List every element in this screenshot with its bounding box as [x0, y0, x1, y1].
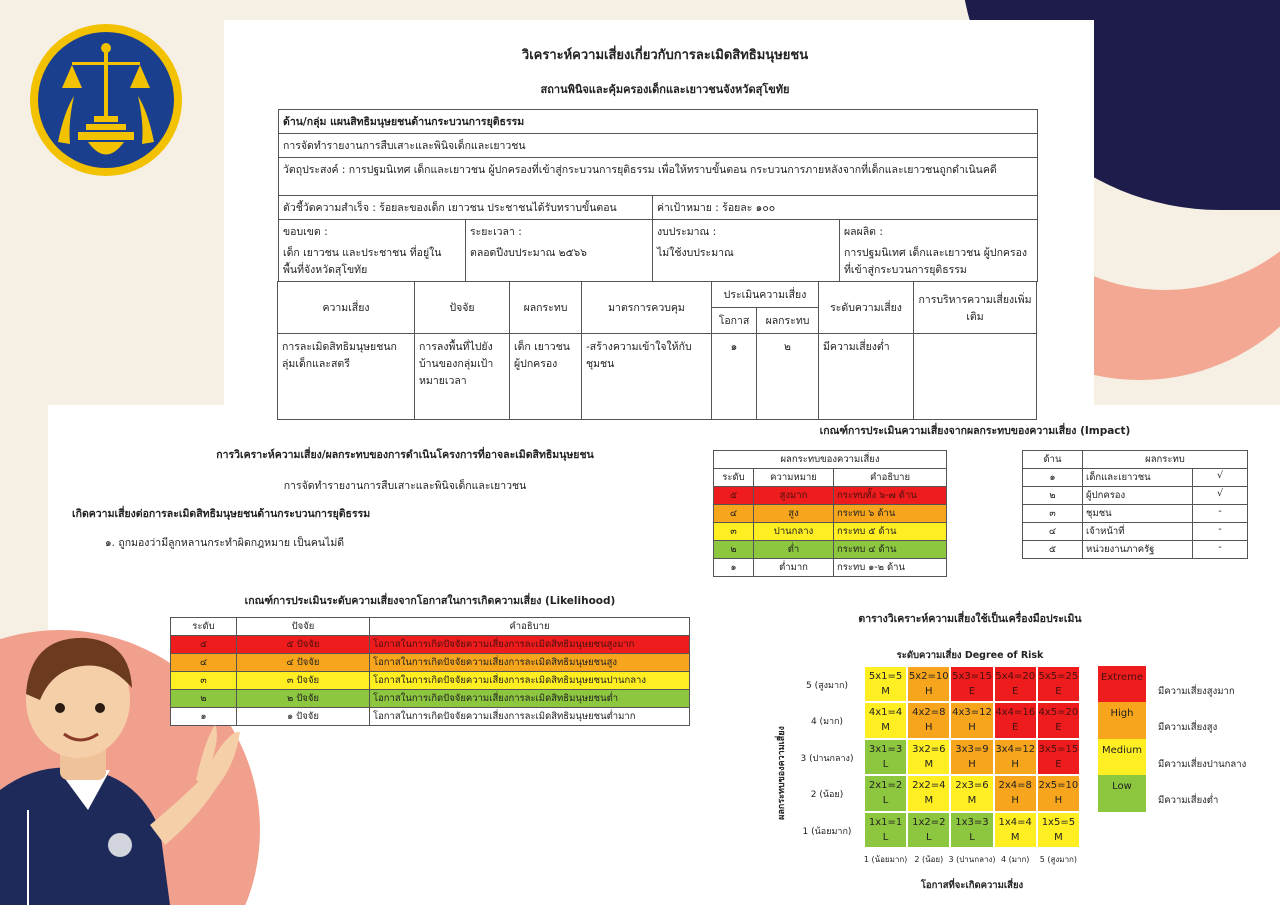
impact-meaning: สูง — [754, 505, 834, 523]
budget-cell — [653, 220, 840, 282]
x-tick-label: 3 (ปานกลาง) — [948, 855, 996, 864]
matrix-cell — [994, 775, 1037, 811]
matrix-cell-score: 2x4=8 — [998, 780, 1032, 792]
objective-cell: วัตถุประสงค์ : การปฐมนิเทศ เด็กและเยาวชน ผู้ปกครองที่เข้าสู่กระบวนการยุติธรรม เพื่อให้ทราบขั้นตอน กระบวนการภายหลังจากที่เด็กและเยาวชนถูกดำเนินคดี — [279, 158, 1038, 196]
matrix-cell-score: 3x1=3 — [868, 743, 903, 755]
matrix-cell — [1037, 666, 1080, 702]
matrix-cell — [950, 739, 993, 775]
row-control: -สร้างความเข้าใจให้กับชุมชน — [582, 334, 712, 420]
area-mark: - — [1193, 505, 1248, 523]
row-factor: การลงพื้นที่ไปยังบ้านของกลุ่มเป้าหมายเวลา — [415, 334, 510, 420]
legend-swatch: Extreme — [1098, 666, 1146, 702]
impact-row — [714, 541, 947, 559]
sheet2-item-1: ๑. ถูกมองว่ามีลูกหลานกระทำผิดกฎหมาย เป็นคนไม่ดี — [105, 537, 345, 549]
matrix-cell-class: M — [1010, 831, 1020, 843]
impact-header-level: ระดับ — [714, 469, 754, 487]
impact-area-row — [1023, 505, 1248, 523]
matrix-cell-class: L — [882, 831, 889, 843]
impact-meaning: ต่ำมาก — [754, 559, 834, 577]
area-name: เจ้าหน้าที่ — [1083, 523, 1193, 541]
matrix-cell-class: M — [924, 758, 934, 770]
y-axis-title: ผลกระทบของความเสี่ยง — [777, 726, 787, 820]
matrix-cell-class: H — [925, 686, 933, 697]
row-level: มีความเสี่ยงต่ำ — [819, 334, 914, 420]
matrix-cell-score: 4x1=4 — [868, 707, 903, 719]
header-risk: ความเสี่ยง — [278, 282, 415, 334]
area-mark: - — [1193, 541, 1248, 559]
matrix-cell — [864, 702, 907, 738]
impact-area-row — [1023, 469, 1248, 487]
likelihood-factor: ๒ ปัจจัย — [237, 690, 370, 708]
likelihood-header-factor: ปัจจัย — [237, 618, 370, 636]
matrix-cell-score: 3x2=6 — [912, 743, 946, 755]
x-tick-label: 2 (น้อย) — [914, 855, 944, 864]
row-manage — [914, 334, 1037, 420]
area-header-no: ด้าน — [1023, 451, 1083, 469]
matrix-cell — [994, 812, 1037, 848]
matrix-cell-class: H — [925, 722, 933, 734]
matrix-cell-class: M — [924, 795, 934, 807]
matrix-cell-class: L — [882, 758, 889, 770]
legend-desc: มีความเสี่ยงสูงมาก — [1158, 686, 1235, 697]
likelihood-desc: โอกาสในการเกิดปัจจัยความเสี่ยงการละเมิดสิทธิมนุษยชนปานกลาง — [370, 672, 690, 690]
matrix-cell — [864, 775, 907, 811]
output-value: การปฐมนิเทศ เด็กและเยาวชน ผู้ปกครองที่เข้าสู่กระบวนการยุติธรรม — [844, 247, 1028, 276]
matrix-cell-score: 4x4=16 — [995, 707, 1036, 719]
likelihood-header-level: ระดับ — [171, 618, 237, 636]
matrix-cell-class: E — [1012, 686, 1019, 697]
impact-desc: กระทบ ๑-๒ ด้าน — [834, 559, 947, 577]
area-mark: - — [1193, 523, 1248, 541]
likelihood-header-desc: คำอธิบาย — [370, 618, 690, 636]
matrix-cell — [907, 739, 950, 775]
impact-area-row — [1023, 523, 1248, 541]
header-manage: การบริหารความเสี่ยงเพิ่มเติม — [914, 282, 1037, 334]
sheet2-project: การจัดทำรายงานการสืบเสาะและพินิจเด็กและเยาวชน — [283, 480, 527, 492]
matrix-cell-score: 5x2=10 — [908, 671, 949, 682]
period-value: ตลอดปีงบประมาณ ๒๕๖๖ — [470, 247, 587, 259]
matrix-cell-score: 5x5=25 — [1038, 671, 1079, 682]
matrix-cell-score: 5x4=20 — [995, 671, 1036, 682]
area-no: ๑ — [1023, 469, 1083, 487]
matrix-cell-class: M — [881, 686, 890, 697]
legend-desc: มีความเสี่ยงต่ำ — [1158, 795, 1219, 807]
matrix-cell-class: M — [967, 795, 977, 807]
output-cell — [840, 220, 1038, 282]
matrix-cell — [994, 666, 1037, 702]
likelihood-level: ๒ — [171, 690, 237, 708]
matrix-cell-score: 4x2=8 — [912, 707, 946, 719]
impact-desc: กระทบ ๕ ด้าน — [834, 523, 947, 541]
period-cell — [466, 220, 653, 282]
matrix-cell-class: E — [1012, 722, 1019, 734]
scope-cell — [279, 220, 466, 282]
scope-label: ขอบเขต : — [283, 226, 328, 238]
impact-level: ๑ — [714, 559, 754, 577]
likelihood-level: ๑ — [171, 708, 237, 726]
impact-desc: กระทบ ๔ ด้าน — [834, 541, 947, 559]
header-level: ระดับความเสี่ยง — [819, 282, 914, 334]
likelihood-desc: โอกาสในการเกิดปัจจัยความเสี่ยงการละเมิดสิทธิมนุษยชนต่ำ — [370, 690, 690, 708]
impact-row — [714, 559, 947, 577]
impact-level: ๓ — [714, 523, 754, 541]
matrix-cell-score: 2x1=2 — [868, 780, 903, 792]
legend-swatch: Low — [1098, 775, 1146, 811]
budget-label: งบประมาณ : — [657, 226, 717, 238]
header-assessment: ประเมินความเสี่ยง — [712, 282, 819, 308]
output-label: ผลผลิต : — [844, 226, 883, 238]
matrix-cell — [994, 702, 1037, 738]
sheet2-heading: เกิดความเสี่ยงต่อการละเมิดสิทธิมนุษยชนด้านกระบวนการยุติธรรม — [72, 508, 371, 520]
likelihood-desc: โอกาสในการเกิดปัจจัยความเสี่ยงการละเมิดสิทธิมนุษยชนสูง — [370, 654, 690, 672]
impact-area-row — [1023, 541, 1248, 559]
header-chance: โอกาส — [712, 308, 757, 334]
area-header-impact: ผลกระทบ — [1083, 451, 1248, 469]
plan-cell: ด้าน/กลุ่ม แผนสิทธิมนุษยชนด้านกระบวนการยุติธรรม — [279, 110, 1038, 134]
matrix-cell-score: 4x5=20 — [1038, 707, 1079, 719]
impact-areas-table — [1022, 450, 1248, 559]
impact-level: ๔ — [714, 505, 754, 523]
x-tick-label: 4 (มาก) — [1000, 855, 1030, 864]
matrix-cell — [864, 739, 907, 775]
matrix-cell-score: 3x5=15 — [1038, 743, 1079, 755]
matrix-cell — [907, 812, 950, 848]
matrix-cell-score: 1x5=5 — [1041, 816, 1076, 828]
likelihood-level: ๕ — [171, 636, 237, 654]
sheet1-title: วิเคราะห์ความเสี่ยงเกี่ยวกับการละเมิดสิทธิมนุษยชน — [521, 48, 809, 63]
matrix-cell-score: 5x1=5 — [868, 671, 903, 682]
area-no: ๔ — [1023, 523, 1083, 541]
header-impact: ผลกระทบ — [510, 282, 582, 334]
y-tick-label: 2 (น้อย) — [810, 790, 844, 801]
impact-meaning: ต่ำ — [754, 541, 834, 559]
impact-table — [713, 450, 947, 577]
area-no: ๕ — [1023, 541, 1083, 559]
likelihood-desc: โอกาสในการเกิดปัจจัยความเสี่ยงการละเมิดสิทธิมนุษยชนต่ำมาก — [370, 708, 690, 726]
matrix-cell-score: 1x4=4 — [998, 816, 1032, 828]
matrix-cell-class: E — [968, 686, 976, 697]
matrix-cell-class: L — [969, 831, 975, 843]
risk-assessment-table — [277, 281, 1037, 420]
budget-value: ไม่ใช้งบประมาณ — [657, 247, 734, 259]
likelihood-desc: โอกาสในการเกิดปัจจัยความเสี่ยงการละเมิดสิทธิมนุษยชนสูงมาก — [370, 636, 690, 654]
y-tick-label: 1 (น้อยมาก) — [802, 826, 852, 837]
impact-group-header: ผลกระทบของความเสี่ยง — [714, 451, 947, 469]
matrix-cell-score: 3x4=12 — [995, 743, 1036, 755]
matrix-cell-class: H — [1011, 795, 1019, 807]
row-chance: ๑ — [712, 334, 757, 420]
area-mark: √ — [1193, 469, 1248, 487]
matrix-cell-score: 1x3=3 — [955, 816, 989, 828]
matrix-cell — [907, 702, 950, 738]
area-no: ๒ — [1023, 487, 1083, 505]
sheet1-subtitle: สถานพินิจและคุ้มครองเด็กและเยาวชนจังหวัดสุโขทัย — [540, 83, 790, 96]
x-tick-label: 5 (สูงมาก) — [1039, 855, 1078, 864]
matrix-cell-score: 1x2=2 — [912, 816, 946, 828]
area-name: ชุมชน — [1083, 505, 1193, 523]
matrix-cell-score: 2x2=4 — [912, 780, 946, 792]
impact-level: ๒ — [714, 541, 754, 559]
likelihood-factor: ๔ ปัจจัย — [237, 654, 370, 672]
matrix-cell-class: L — [925, 831, 932, 843]
matrix-cell-class: H — [968, 722, 976, 734]
matrix-cell — [950, 812, 993, 848]
matrix-cell-score: 1x1=1 — [868, 816, 903, 828]
likelihood-level: ๓ — [171, 672, 237, 690]
legend-swatch: High — [1098, 702, 1146, 738]
sheet2-title: การวิเคราะห์ความเสี่ยง/ผลกระทบของการดำเนินโครงการที่อาจละเมิดสิทธิมนุษยชน — [216, 449, 594, 461]
impact-row — [714, 523, 947, 541]
matrix-cell — [950, 702, 993, 738]
likelihood-level: ๔ — [171, 654, 237, 672]
impact-title: เกณฑ์การประเมินความเสี่ยงจากผลกระทบของความเสี่ยง (Impact) — [819, 425, 1131, 437]
mascot-officer-illustration — [0, 630, 260, 905]
y-tick-label: 3 (ปานกลาง) — [800, 753, 854, 764]
row-effect: ๒ — [757, 334, 819, 420]
indicator-cell: ตัวชี้วัดความสำเร็จ : ร้อยละของเด็ก เยาวชน ประชาชนได้รับทราบขั้นตอน — [279, 196, 653, 220]
impact-header-meaning: ความหมาย — [754, 469, 834, 487]
matrix-cell-class: H — [1054, 795, 1063, 807]
matrix-cell-score: 3x3=9 — [955, 743, 989, 755]
matrix-cell — [864, 666, 907, 702]
matrix-subtitle: ระดับความเสี่ยง Degree of Risk — [896, 650, 1044, 661]
y-tick-label: 5 (สูงมาก) — [806, 681, 848, 691]
x-axis-title: โอกาสที่จะเกิดความเสี่ยง — [920, 880, 1024, 891]
matrix-cell — [1037, 739, 1080, 775]
impact-row — [714, 487, 947, 505]
matrix-cell-class: H — [1011, 758, 1019, 770]
matrix-cell — [1037, 702, 1080, 738]
header-effect: ผลกระทบ — [757, 308, 819, 334]
matrix-cell-score: 2x3=6 — [955, 780, 989, 792]
matrix-cell — [994, 739, 1037, 775]
scope-value: เด็ก เยาวชน และประชาชน ที่อยู่ในพื้นที่จังหวัดสุโขทัย — [283, 247, 442, 276]
period-label: ระยะเวลา : — [470, 226, 522, 238]
impact-header-desc: คำอธิบาย — [834, 469, 947, 487]
target-cell: ค่าเป้าหมาย : ร้อยละ ๑๐๐ — [653, 196, 1038, 220]
impact-level: ๕ — [714, 487, 754, 505]
impact-desc: กระทบ ๖ ด้าน — [834, 505, 947, 523]
matrix-cell-score: 5x3=15 — [952, 671, 992, 682]
likelihood-factor: ๕ ปัจจัย — [237, 636, 370, 654]
likelihood-factor: ๑ ปัจจัย — [237, 708, 370, 726]
impact-area-row — [1023, 487, 1248, 505]
header-factor: ปัจจัย — [415, 282, 510, 334]
matrix-cell — [1037, 812, 1080, 848]
matrix-cell — [1037, 775, 1080, 811]
matrix-cell-class: E — [1055, 686, 1062, 697]
area-name: เด็กและเยาวชน — [1083, 469, 1193, 487]
likelihood-title: เกณฑ์การประเมินระดับความเสี่ยงจากโอกาสในการเกิดความเสี่ยง (Likelihood) — [244, 595, 616, 607]
matrix-cell — [864, 812, 907, 848]
project-cell: การจัดทำรายงานการสืบเสาะและพินิจเด็กและเยาวชน — [279, 134, 1038, 158]
matrix-cell — [907, 775, 950, 811]
row-risk: การละเมิดสิทธิมนุษยชนกลุ่มเด็กและสตรี — [278, 334, 415, 420]
legend-desc: มีความเสี่ยงปานกลาง — [1158, 758, 1247, 770]
header-control: มาตรการควบคุม — [582, 282, 712, 334]
legend-swatch: Medium — [1098, 739, 1146, 775]
impact-desc: กระทบทั้ง ๖-๗ ด้าน — [834, 487, 947, 505]
likelihood-factor: ๓ ปัจจัย — [237, 672, 370, 690]
matrix-cell-class: E — [1055, 758, 1062, 770]
matrix-cell — [950, 775, 993, 811]
matrix-cell-class: H — [968, 758, 976, 770]
matrix-cell-class: E — [1055, 722, 1062, 734]
row-impact: เด็ก เยาวชน ผู้ปกครอง — [510, 334, 582, 420]
matrix-cell-score: 4x3=12 — [952, 707, 992, 719]
impact-meaning: ปานกลาง — [754, 523, 834, 541]
x-tick-label: 1 (น้อยมาก) — [863, 855, 908, 864]
justice-emblem-logo — [28, 22, 184, 178]
area-mark: √ — [1193, 487, 1248, 505]
matrix-cell-score: 2x5=10 — [1038, 780, 1079, 792]
impact-meaning: สูงมาก — [754, 487, 834, 505]
area-name: ผู้ปกครอง — [1083, 487, 1193, 505]
matrix-cell — [907, 666, 950, 702]
matrix-cell-class: L — [882, 795, 889, 807]
matrix-title: ตารางวิเคราะห์ความเสี่ยงใช้เป็นเครื่องมือประเมิน — [858, 613, 1082, 625]
matrix-cell-class: M — [881, 722, 890, 734]
y-tick-label: 4 (มาก) — [810, 717, 844, 728]
matrix-cell-class: M — [1054, 831, 1063, 843]
project-info-table — [278, 109, 1038, 282]
area-no: ๓ — [1023, 505, 1083, 523]
impact-row — [714, 505, 947, 523]
matrix-cell — [950, 666, 993, 702]
area-name: หน่วยงานภาครัฐ — [1083, 541, 1193, 559]
legend-desc: มีความเสี่ยงสูง — [1158, 722, 1218, 734]
